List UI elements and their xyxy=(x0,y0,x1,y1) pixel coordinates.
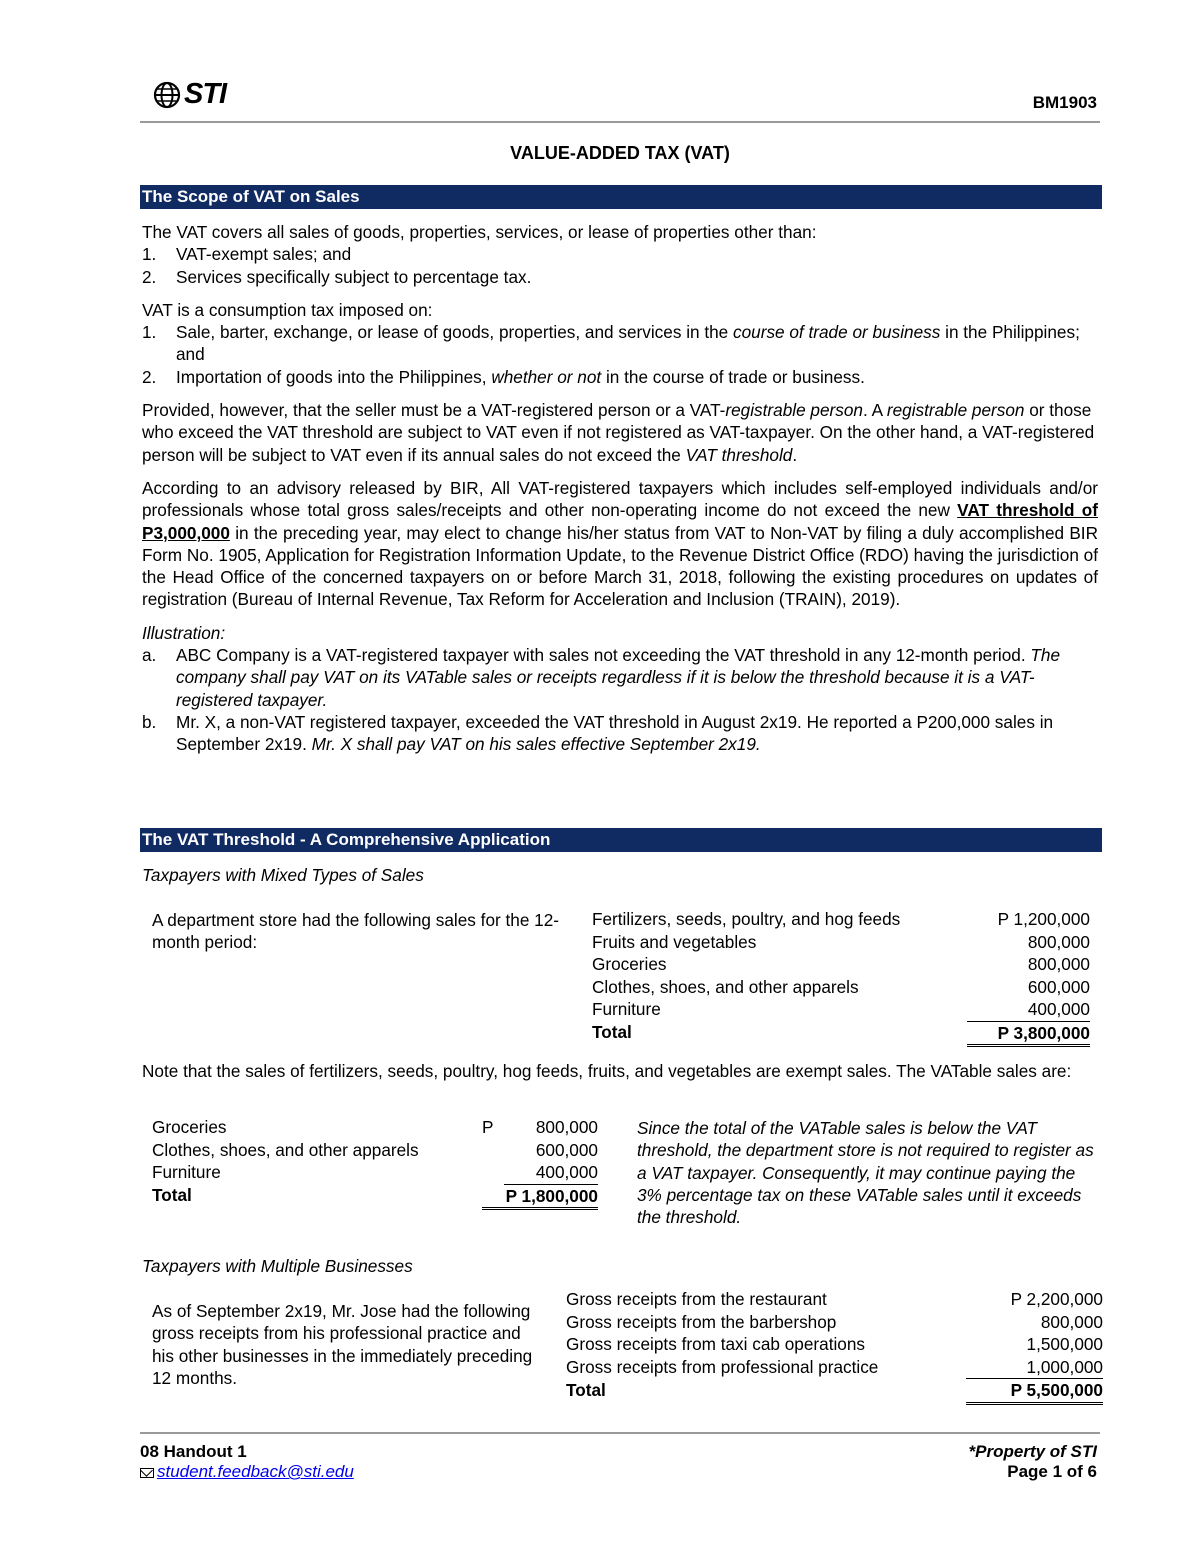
exempt-note: Note that the sales of fertilizers, seeds, poultry, hog feeds, fruits, and vegetables are exempt sales. The VATable sales are: xyxy=(142,1061,1072,1081)
page-number: Page 1 of 6 xyxy=(1007,1462,1097,1481)
vat-threshold-highlight: VAT threshold of P3,000,000 xyxy=(142,500,1098,543)
table-row: Gross receipts from professional practice 1,000,000 xyxy=(566,1356,1103,1377)
table-row: Groceries P 800,000 xyxy=(152,1117,598,1137)
list-item: b. Mr. X, a non-VAT registered taxpayer, exceeded the VAT threshold in August 2x19. He reported a P200,000 sales in September 2x19. Mr. X shall pay VAT on his sales effective September 2x19. xyxy=(142,711,1054,755)
consumption-intro: VAT is a consumption tax imposed on: xyxy=(142,299,433,320)
list-item: a. ABC Company is a VAT-registered taxpayer with sales not exceeding the VAT threshold in any 12-month period. The company shall pay VAT on its VATable sales or receipts regardless if it is below the threshold because it is a VAT-registered taxpayer. xyxy=(142,645,1061,710)
list-item: 1. VAT-exempt sales; and xyxy=(142,244,352,265)
mixed-sales-table xyxy=(592,908,1090,1047)
section-heading-scope: The Scope of VAT on Sales xyxy=(140,185,1102,209)
scope-intro: The VAT covers all sales of goods, properties, services, or lease of properties other than: xyxy=(142,222,817,242)
illustration-label: Illustration: xyxy=(142,622,226,643)
feedback-email-link[interactable]: student.feedback@sti.edu xyxy=(157,1462,354,1481)
table-row: Gross receipts from the barbershop 800,000 xyxy=(566,1311,1103,1332)
table-row: Clothes, shoes, and other apparels 600,000 xyxy=(152,1139,598,1160)
footer-rule xyxy=(140,1432,1100,1434)
table-row: Groceries 800,000 xyxy=(592,954,1090,974)
multiple-business-table xyxy=(566,1288,1103,1405)
logo-text: STI xyxy=(184,78,227,110)
property-label: *Property of STI xyxy=(968,1442,1097,1461)
handout-label: 08 Handout 1 xyxy=(140,1442,247,1461)
list-item: 2. Importation of goods into the Philippines, whether or not in the course of trade or business. xyxy=(142,366,865,387)
list-item: 1. Sale, barter, exchange, or lease of goods, properties, and services in the course of trade or business in the Philippines; and xyxy=(142,322,1080,365)
course-code: BM1903 xyxy=(1032,93,1097,112)
mixed-sales-label: Taxpayers with Mixed Types of Sales xyxy=(142,865,424,885)
header-rule xyxy=(140,121,1100,123)
advisory-paragraph: According to an advisory released by BIR, All VAT-registered taxpayers which includes self-employed individuals and/or professionals whose total gross sales/receipts and other non-operating income do not exceed the new VAT threshold of P3,000,000 in the preceding year, may elect to change his/her status from VAT to Non-VAT by filing a duly accomplished BIR Form No. 1905, Application for Registration Information Update, to the Revenue District Office (RDO) having the jurisdiction of the Head Office of the concerned taxpayers on or before March 31, 2018, following the existing procedures on updates of registration (Bureau of Internal Revenue, Tax Reform for Acceleration and Inclusion (TRAIN), 2019). xyxy=(142,477,1098,610)
section-heading-threshold: The VAT Threshold - A Comprehensive Application xyxy=(140,828,1102,852)
sti-logo xyxy=(152,78,226,111)
table-total-row: Total P 3,800,000 xyxy=(592,1021,1090,1046)
table-row: Gross receipts from taxi cab operations 1,500,000 xyxy=(566,1334,1103,1354)
table-total-row: Total P 5,500,000 xyxy=(566,1379,1103,1404)
footer-left xyxy=(140,1442,354,1482)
table-row: Fertilizers, seeds, poultry, and hog feeds P 1,200,000 xyxy=(592,909,1090,929)
footer-right xyxy=(969,1442,1097,1482)
multiple-business-description: As of September 2x19, Mr. Jose had the following gross receipts from his professional practice and his other businesses in the immediately preceding 12 months. xyxy=(152,1301,533,1388)
multiple-business-label: Taxpayers with Multiple Businesses xyxy=(142,1256,413,1276)
scope-section-body xyxy=(142,221,1098,756)
mixed-sales-description: A department store had the following sales for the 12-month period: xyxy=(152,910,560,953)
table-row: Furniture 400,000 xyxy=(592,999,1090,1019)
table-row: Furniture 400,000 xyxy=(152,1162,598,1182)
envelope-icon xyxy=(140,1468,154,1478)
table-row: Gross receipts from the restaurant P 2,200,000 xyxy=(566,1289,1103,1309)
provided-paragraph: Provided, however, that the seller must be a VAT-registered person or a VAT-registrable person. A registrable person or those who exceed the VAT threshold are subject to VAT even if not registered as VAT-taxpayer. On the other hand, a VAT-registered person will be subject to VAT even if its annual sales do not exceed the VAT threshold. xyxy=(142,400,1095,465)
vatable-sales-table xyxy=(152,1116,598,1210)
table-total-row: Total P 1,800,000 xyxy=(152,1184,598,1209)
page-title: VALUE-ADDED TAX (VAT) xyxy=(510,143,730,163)
globe-icon xyxy=(152,80,182,110)
vatable-explanation: Since the total of the VATable sales is below the VAT threshold, the department store is not required to register as a VAT taxpayer. Consequently, it may continue paying the 3% percentage tax on these VATable sales until it exceeds the threshold. xyxy=(637,1118,1094,1228)
table-row: Fruits and vegetables 800,000 xyxy=(592,931,1090,952)
list-item: 2. Services specifically subject to percentage tax. xyxy=(142,266,532,287)
table-row: Clothes, shoes, and other apparels 600,000 xyxy=(592,976,1090,997)
